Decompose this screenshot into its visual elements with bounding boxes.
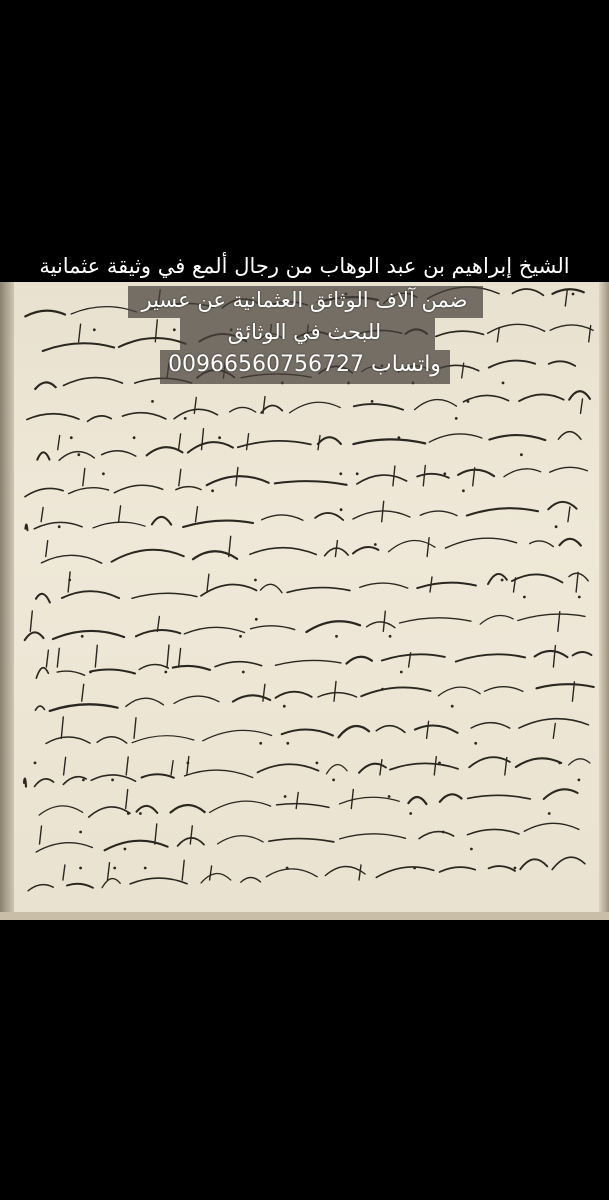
script-stroke xyxy=(185,770,253,777)
script-stroke xyxy=(340,834,406,839)
script-stroke xyxy=(354,404,403,410)
script-dot xyxy=(335,635,338,638)
script-stroke xyxy=(504,469,541,477)
script-stroke xyxy=(408,797,426,804)
script-stroke xyxy=(36,594,50,603)
script-stroke xyxy=(114,485,162,493)
script-stroke xyxy=(489,435,545,440)
script-stroke xyxy=(262,515,303,520)
script-dot xyxy=(151,400,154,403)
script-stroke xyxy=(207,574,209,592)
script-stroke xyxy=(139,664,168,669)
script-stroke xyxy=(263,684,265,701)
script-stroke xyxy=(190,826,192,844)
script-stroke xyxy=(82,684,84,701)
script-stroke xyxy=(167,645,169,667)
script-stroke xyxy=(126,757,128,775)
script-stroke xyxy=(480,616,513,625)
script-stroke xyxy=(458,470,494,476)
script-dot xyxy=(356,472,359,475)
caption-subtitle: ضمن آلاف الوثائق العثمانية عن عسير xyxy=(141,288,468,312)
script-dot xyxy=(79,831,82,834)
script-stroke xyxy=(548,502,576,509)
script-stroke xyxy=(95,645,97,667)
script-dot xyxy=(339,472,342,475)
script-stroke xyxy=(61,717,63,738)
script-stroke xyxy=(353,547,379,553)
script-stroke xyxy=(210,866,212,880)
script-stroke xyxy=(261,584,283,592)
script-stroke xyxy=(269,839,334,842)
script-line xyxy=(27,391,590,421)
script-stroke xyxy=(25,488,63,496)
script-stroke xyxy=(429,434,482,442)
script-stroke xyxy=(89,807,130,817)
script-stroke xyxy=(318,437,341,444)
script-stroke xyxy=(277,804,329,808)
script-dot xyxy=(133,436,136,439)
script-stroke xyxy=(50,704,118,711)
script-dot xyxy=(283,705,286,708)
script-stroke xyxy=(27,414,79,420)
script-stroke xyxy=(430,577,432,592)
script-stroke xyxy=(123,413,166,419)
script-stroke xyxy=(88,416,112,422)
script-dot xyxy=(81,635,84,638)
script-stroke xyxy=(83,469,85,486)
script-stroke xyxy=(282,730,333,736)
script-dot xyxy=(184,417,187,420)
script-stroke xyxy=(553,646,555,667)
script-stroke xyxy=(102,879,120,888)
script-stroke xyxy=(69,488,109,494)
script-dot xyxy=(514,867,517,870)
script-stroke xyxy=(400,618,472,623)
script-dot xyxy=(501,579,504,582)
script-dot xyxy=(144,867,147,870)
script-dot xyxy=(462,489,465,492)
script-stroke xyxy=(434,757,436,775)
script-stroke xyxy=(318,693,357,697)
script-dot xyxy=(438,762,441,765)
script-stroke xyxy=(202,429,204,450)
script-dot xyxy=(164,671,167,674)
script-stroke xyxy=(438,687,480,696)
script-stroke xyxy=(147,447,183,455)
script-stroke xyxy=(306,621,360,632)
script-dot xyxy=(388,795,391,798)
script-stroke xyxy=(203,730,272,740)
script-stroke xyxy=(576,572,578,592)
script-stroke xyxy=(393,466,395,486)
script-stroke xyxy=(152,517,171,525)
caption-title: الشيخ إبراهيم بن عبد الوهاب من رجال ألمع في وثيقة عثمانية xyxy=(39,254,570,278)
script-stroke xyxy=(339,726,370,737)
script-stroke xyxy=(57,671,84,675)
script-stroke xyxy=(467,508,538,515)
script-dot xyxy=(400,671,403,674)
script-stroke xyxy=(134,718,136,739)
script-stroke xyxy=(275,660,341,665)
script-stroke xyxy=(41,508,43,522)
script-line xyxy=(36,823,579,852)
script-stroke xyxy=(383,611,385,631)
script-stroke xyxy=(382,501,384,521)
script-stroke xyxy=(187,757,189,775)
script-line xyxy=(41,536,580,563)
script-dot xyxy=(58,525,61,528)
script-dot xyxy=(555,525,558,528)
script-stroke xyxy=(415,400,457,410)
script-stroke xyxy=(229,536,231,556)
script-dot xyxy=(409,812,412,815)
script-dot xyxy=(455,417,458,420)
script-stroke xyxy=(276,692,312,698)
script-stroke xyxy=(247,434,249,450)
script-stroke xyxy=(36,843,92,852)
script-stroke xyxy=(39,806,83,815)
script-stroke xyxy=(40,826,42,844)
script-stroke xyxy=(201,584,256,595)
script-stroke xyxy=(68,572,70,592)
script-stroke xyxy=(112,550,184,562)
script-stroke xyxy=(446,538,517,548)
script-dot xyxy=(443,472,446,475)
script-dot xyxy=(381,688,384,691)
script-stroke xyxy=(347,657,372,664)
script-stroke xyxy=(569,759,590,765)
script-stroke xyxy=(25,524,27,530)
script-dot xyxy=(77,453,80,456)
script-stroke xyxy=(550,467,588,472)
script-stroke xyxy=(327,765,348,774)
script-line xyxy=(39,789,578,817)
script-dot xyxy=(242,671,245,674)
script-dot xyxy=(79,867,82,870)
script-dot xyxy=(523,596,526,599)
script-stroke xyxy=(210,801,271,812)
script-stroke xyxy=(353,439,425,444)
script-stroke xyxy=(155,824,157,844)
script-stroke xyxy=(382,654,445,660)
script-stroke xyxy=(569,573,588,581)
script-stroke xyxy=(417,583,476,589)
script-stroke xyxy=(207,476,269,485)
script-stroke xyxy=(376,867,434,878)
script-stroke xyxy=(334,681,336,701)
script-stroke xyxy=(193,551,237,559)
script-line xyxy=(36,645,591,678)
script-dot xyxy=(389,635,392,638)
script-stroke xyxy=(420,511,457,516)
script-stroke xyxy=(520,859,547,869)
caption-research-note: للبحث في الوثائق xyxy=(227,320,382,344)
script-dot xyxy=(70,436,73,439)
script-dot xyxy=(218,436,221,439)
script-dot xyxy=(340,508,343,511)
script-stroke xyxy=(568,507,570,522)
script-stroke xyxy=(471,723,510,728)
script-stroke xyxy=(361,687,430,696)
script-stroke xyxy=(137,806,158,813)
script-stroke xyxy=(419,832,454,839)
script-stroke xyxy=(179,469,181,486)
script-stroke xyxy=(250,548,316,555)
script-dot xyxy=(371,400,374,403)
script-stroke xyxy=(581,399,583,413)
script-stroke xyxy=(360,583,408,588)
script-stroke xyxy=(194,397,196,413)
script-stroke xyxy=(359,865,361,880)
script-stroke xyxy=(415,726,458,733)
script-stroke xyxy=(456,654,525,661)
script-stroke xyxy=(46,737,90,744)
script-stroke xyxy=(171,805,205,812)
script-stroke xyxy=(290,402,341,413)
script-stroke xyxy=(440,867,476,872)
script-stroke xyxy=(233,695,270,701)
script-dot xyxy=(413,867,416,870)
script-stroke xyxy=(427,721,429,738)
script-stroke xyxy=(390,763,458,769)
script-stroke xyxy=(552,857,585,869)
script-stroke xyxy=(184,627,244,634)
script-stroke xyxy=(188,442,233,453)
script-stroke xyxy=(318,436,320,450)
script-stroke xyxy=(58,435,60,449)
script-stroke xyxy=(132,593,197,598)
script-stroke xyxy=(464,395,509,401)
script-dot xyxy=(124,848,127,851)
script-stroke xyxy=(376,726,405,733)
script-stroke xyxy=(544,789,578,799)
script-stroke xyxy=(266,869,317,877)
script-dot xyxy=(139,812,142,815)
script-dot xyxy=(82,779,85,782)
script-stroke xyxy=(488,574,507,584)
script-stroke xyxy=(53,631,124,639)
script-stroke xyxy=(63,865,65,880)
script-stroke xyxy=(251,626,295,630)
script-dot xyxy=(89,671,92,674)
script-stroke xyxy=(30,611,32,631)
script-stroke xyxy=(182,860,184,880)
script-stroke xyxy=(519,394,564,401)
script-dot xyxy=(211,489,214,492)
script-stroke xyxy=(183,521,253,527)
caption-whatsapp-contact: واتساب 00966560756727 xyxy=(168,352,441,377)
script-stroke xyxy=(57,648,59,667)
script-stroke xyxy=(28,885,53,891)
script-stroke xyxy=(126,790,128,809)
script-stroke xyxy=(35,706,44,710)
script-stroke xyxy=(241,878,261,883)
script-stroke xyxy=(174,409,217,418)
script-stroke xyxy=(524,823,579,831)
script-stroke xyxy=(553,723,555,738)
script-stroke xyxy=(176,487,201,490)
script-line xyxy=(46,717,588,745)
script-stroke xyxy=(90,670,135,674)
script-stroke xyxy=(201,874,231,883)
script-dot xyxy=(259,742,262,745)
script-stroke xyxy=(179,648,181,667)
script-stroke xyxy=(258,764,319,772)
script-stroke xyxy=(518,614,585,620)
script-stroke xyxy=(142,774,174,777)
script-stroke xyxy=(339,797,399,804)
script-stroke xyxy=(46,541,48,557)
script-line xyxy=(35,681,593,711)
script-stroke xyxy=(67,884,93,888)
script-stroke xyxy=(105,841,168,851)
script-dot xyxy=(578,596,581,599)
caption-overlay xyxy=(0,252,609,390)
script-stroke xyxy=(440,794,462,801)
script-stroke xyxy=(236,468,238,486)
script-stroke xyxy=(560,539,581,546)
script-dot xyxy=(255,618,258,621)
script-dot xyxy=(34,762,37,765)
script-line xyxy=(28,857,585,891)
script-dot xyxy=(558,762,561,765)
script-line xyxy=(25,611,585,640)
script-stroke xyxy=(573,652,592,656)
script-stroke xyxy=(423,466,425,486)
script-dot xyxy=(316,762,319,765)
script-stroke xyxy=(275,481,347,485)
script-stroke xyxy=(519,719,589,728)
script-stroke xyxy=(484,687,523,692)
script-stroke xyxy=(119,506,121,522)
script-stroke xyxy=(238,441,311,447)
script-stroke xyxy=(380,760,382,775)
script-line xyxy=(25,466,587,497)
script-dot xyxy=(474,742,477,745)
script-line xyxy=(37,429,581,461)
script-stroke xyxy=(179,434,181,450)
script-stroke xyxy=(108,863,110,880)
script-stroke xyxy=(516,758,561,767)
script-stroke xyxy=(357,475,407,484)
script-dot xyxy=(187,762,190,765)
script-stroke xyxy=(351,790,353,809)
script-stroke xyxy=(41,555,101,563)
script-stroke xyxy=(489,866,515,871)
script-dot xyxy=(68,579,71,582)
script-dot xyxy=(127,812,130,815)
script-dot xyxy=(286,867,289,870)
script-dot xyxy=(239,635,242,638)
script-dot xyxy=(578,779,581,782)
script-dot xyxy=(284,795,287,798)
script-dot xyxy=(286,742,289,745)
script-stroke xyxy=(427,538,429,557)
script-stroke xyxy=(196,507,198,522)
script-stroke xyxy=(469,757,510,767)
script-stroke xyxy=(130,878,187,884)
script-stroke xyxy=(530,541,554,547)
script-stroke xyxy=(46,650,48,667)
script-dot xyxy=(548,812,551,815)
script-stroke xyxy=(558,432,581,440)
script-stroke xyxy=(24,779,26,787)
script-line xyxy=(25,501,576,530)
script-stroke xyxy=(35,779,54,787)
script-dot xyxy=(467,400,470,403)
script-stroke xyxy=(468,829,520,834)
script-stroke xyxy=(287,588,350,593)
script-stroke xyxy=(59,452,94,461)
script-stroke xyxy=(34,522,82,528)
script-dot xyxy=(470,848,473,851)
script-stroke xyxy=(97,737,127,743)
script-stroke xyxy=(512,574,563,582)
script-stroke xyxy=(215,662,262,667)
script-dot xyxy=(520,453,523,456)
script-dot xyxy=(398,436,401,439)
script-stroke xyxy=(315,513,343,520)
script-stroke xyxy=(296,792,298,808)
script-stroke xyxy=(174,696,219,703)
script-stroke xyxy=(64,757,66,775)
script-stroke xyxy=(25,632,44,640)
script-stroke xyxy=(132,736,194,743)
script-dot xyxy=(442,831,445,834)
script-stroke xyxy=(535,651,568,657)
script-dot xyxy=(451,705,454,708)
script-dot xyxy=(102,472,105,475)
script-stroke xyxy=(367,622,395,628)
script-stroke xyxy=(218,836,264,844)
script-stroke xyxy=(468,795,531,799)
script-dot xyxy=(374,543,377,546)
script-dot xyxy=(332,779,335,782)
script-stroke xyxy=(62,591,119,598)
script-dot xyxy=(254,579,257,582)
script-stroke xyxy=(569,391,590,400)
script-stroke xyxy=(263,397,265,414)
script-stroke xyxy=(37,452,49,459)
script-stroke xyxy=(230,407,256,412)
script-stroke xyxy=(126,698,164,706)
script-stroke xyxy=(335,541,337,557)
script-stroke xyxy=(102,451,136,456)
script-stroke xyxy=(93,522,145,528)
script-line xyxy=(24,757,590,787)
script-stroke xyxy=(36,668,48,678)
script-stroke xyxy=(537,684,594,688)
script-dot xyxy=(113,867,116,870)
script-line xyxy=(36,572,588,603)
script-dot xyxy=(111,779,114,782)
script-stroke xyxy=(171,761,173,775)
